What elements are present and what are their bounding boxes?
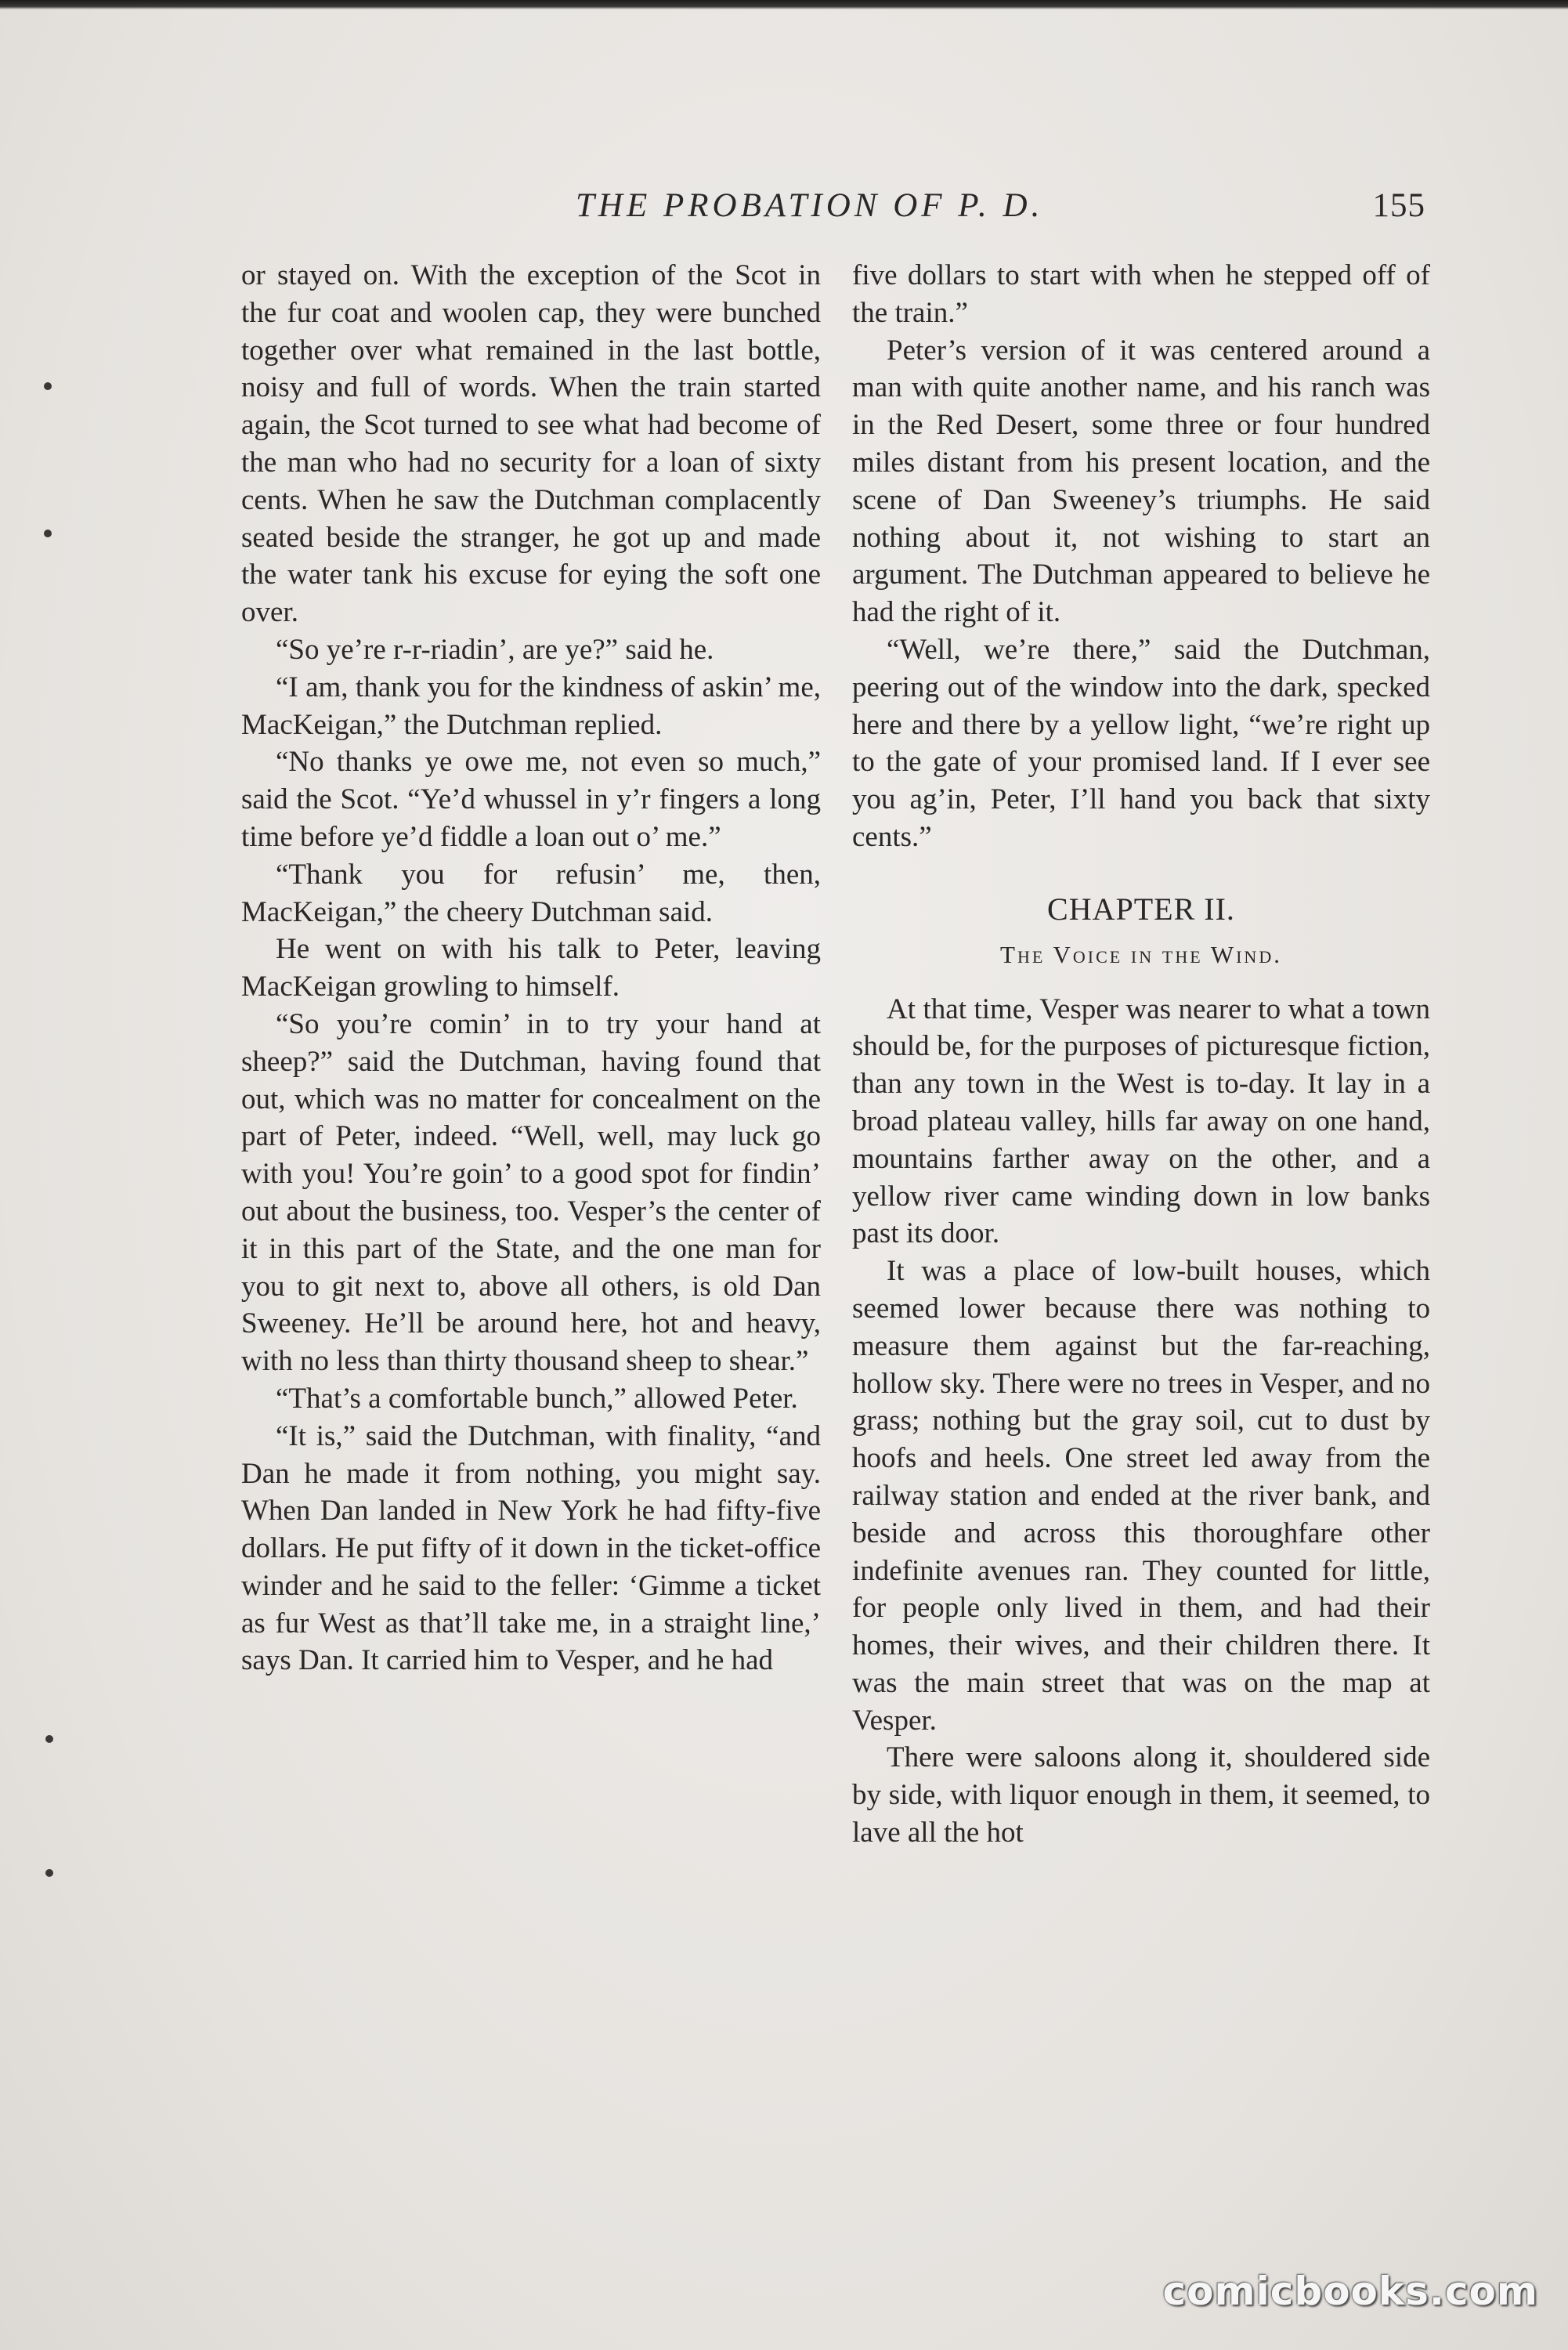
- running-title: THE PROBATION OF P. D.: [576, 187, 1044, 224]
- binding-hole: [44, 382, 52, 390]
- paragraph: “So you’re comin’ in to try your hand at sheep?” said the Dutchman, having found that out, which was no matter for concealment on the part of Peter, indeed. “Well, well, may luck go with you! You’re goin’ to a good spot for findin’ out about the business, too. Vesper’s the center of it in this part of the State, and the one man for you to git next to, above all others, is old Dan Sweeney. He’ll be around here, hot and heavy, with no less than thirty thousand sheep to shear.”: [241, 1007, 821, 1378]
- paragraph: At that time, Vesper was nearer to what a town should be, for the purposes of picturesque fiction, than any town in the West is to-day. It lay in a broad plateau valley, hills far away on one hand, mountains farther away on the other, and a yellow river came winding down in low banks past its door.: [852, 992, 1430, 1250]
- binding-hole: [44, 530, 52, 537]
- paragraph: or stayed on. With the exception of the Scot in the fur coat and woolen cap, they were bunched together over what remained in the last bottle, noisy and full of words. When the train started again, the Scot turned to see what had become of the man who had no security for a loan of sixty cents. When he saw the Dutchman complacently seated beside the stranger, he got up and made the water tank his excuse for eying the soft one over.: [241, 259, 821, 629]
- paragraph: It was a place of low-built houses, which seemed lower because there was nothing to measure them against but the far-reaching, hollow sky. There were no trees in Vesper, and no grass; nothing but the gray soil, cut to dust by hoofs and heels. One street led away from the railway station and ended at the river bank, and beside and across this thoroughfare other indefinite avenues ran. They counted for little, for people only lived in them, and had their homes, their wives, and their children there. It was the main street that was on the map at Vesper.: [852, 1255, 1430, 1737]
- paragraph: “It is,” said the Dutchman, with finality, “and Dan he made it from nothing, you might say. When Dan landed in New York he had fifty-five dollars. He put fifty of it down in the ticket-office winder and he said to the feller: ‘Gimme a ticket as fur West as that’ll take me, in a straight line,’ says Dan. It carried him to Vesper, and he had: [241, 1419, 821, 1677]
- paragraph: He went on with his talk to Peter, leaving MacKeigan growling to himself.: [241, 933, 821, 1003]
- paragraph: “Thank you for refusin’ me, then, MacKeigan,” the cheery Dutchman said.: [241, 858, 821, 928]
- paragraph: “No thanks ye owe me, not even so much,” said the Scot. “Ye’d whussel in y’r fingers a long time before ye’d fiddle a loan out o’ me.”: [241, 746, 821, 853]
- paragraph: “That’s a comfortable bunch,” allowed Peter.: [276, 1382, 798, 1415]
- paragraph: five dollars to start with when he stepped off of the train.”: [852, 259, 1430, 329]
- paragraph: “Well, we’re there,” said the Dutchman, peering out of the window into the dark, specked here and there by a yellow light, “we’re right up to the gate of your promised land. If I ever see you ag’in, Peter, I’ll hand you back that sixty cents.”: [852, 633, 1430, 853]
- paragraph: “So ye’re r-r-riadin’, are ye?” said he.: [276, 633, 714, 666]
- paragraph: “I am, thank you for the kindness of askin’ me, MacKeigan,” the Dutchman replied.: [241, 671, 821, 741]
- paragraph: Peter’s version of it was centered around a man with quite another name, and his ranch was in the Red Desert, some three or four hundred miles distant from his present location, and the scene of Dan Sweeney’s triumphs. He said nothing about it, not wishing to start an argument. The Dutchman appeared to believe he had the right of it.: [852, 334, 1430, 629]
- page-header: [548, 186, 1425, 233]
- chapter-heading: CHAPTER II.: [1047, 891, 1235, 927]
- watermark-logo: comicbooks.com: [1162, 2269, 1538, 2314]
- right-column: [852, 257, 1430, 1852]
- left-column: [241, 257, 821, 1679]
- binding-hole: [45, 1869, 53, 1877]
- binding-hole: [45, 1735, 53, 1743]
- paragraph: There were saloons along it, shouldered side by side, with liquor enough in them, it seemed, to lave all the hot: [852, 1741, 1430, 1849]
- page-number: 155: [1372, 187, 1425, 224]
- page-top-edge: [0, 0, 1568, 9]
- chapter-subtitle: The Voice in the Wind.: [1000, 940, 1282, 968]
